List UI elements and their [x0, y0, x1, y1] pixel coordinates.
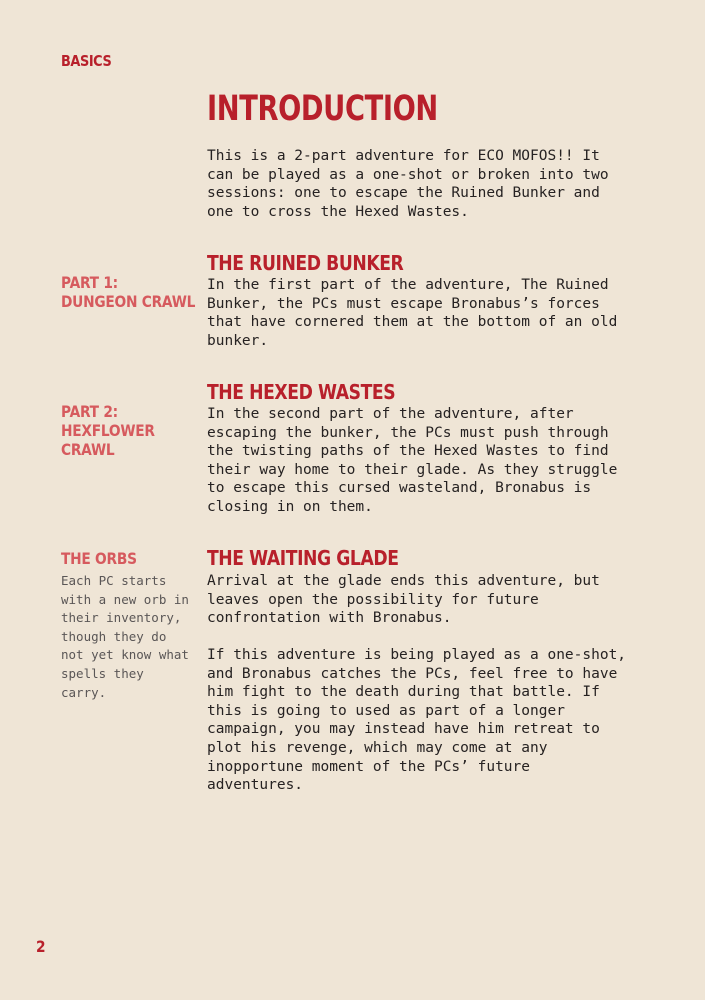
part-2-label	[61, 402, 155, 459]
part-1-label	[61, 273, 195, 311]
part-2-label-line: CRAWL	[61, 440, 115, 459]
section-text-waiting-glade: Arrival at the glade ends this adventure, but leaves open the possibility for future confrontation with Bronabus.	[207, 573, 600, 627]
section-text-waiting-glade-2: If this adventure is being played as a one-shot, and Bronabus catches the PCs, feel free to have him fight to the death during that battle. If this is going to used as part of a longer campaign, you may instead have him retreat to plot his revenge, which may come at any inopportune moment of the PCs’ future adventures.	[207, 647, 627, 794]
section-heading-ruined-bunker: THE RUINED BUNKER	[207, 251, 404, 275]
part-2-label-line: PART 2:	[61, 402, 118, 421]
section-heading-hexed-wastes: THE HEXED WASTES	[207, 380, 396, 404]
section-label: BASICS	[61, 52, 112, 70]
section-heading-waiting-glade: THE WAITING GLADE	[207, 546, 399, 570]
section-text-ruined-bunker: In the first part of the adventure, The Ruined Bunker, the PCs must escape Bronabus’s forces that have cornered them at the bottom of an old bunker.	[207, 277, 618, 349]
orbs-sidebar-heading: THE ORBS	[61, 549, 137, 568]
page-number: 2	[36, 937, 46, 956]
part-2-label-line: HEXFLOWER	[61, 421, 155, 440]
orbs-sidebar-text: Each PC starts with a new orb in their inventory, though they do not yet know what spells they carry.	[61, 573, 189, 700]
intro-paragraph: This is a 2-part adventure for ECO MOFOS!! It can be played as a one-shot or broken into two sessions: one to escape the Ruined Bunker and one to cross the Hexed Wastes.	[207, 148, 609, 220]
page-title: INTRODUCTION	[207, 89, 438, 129]
part-1-label-line: PART 1:	[61, 273, 118, 292]
part-1-label-line: DUNGEON CRAWL	[61, 292, 196, 311]
section-text-hexed-wastes: In the second part of the adventure, after escaping the bunker, the PCs must push through the twisting paths of the Hexed Wastes to find their way home to their glade. As they struggle to escape this cursed wasteland, Bronabus is closing in on them.	[207, 406, 618, 515]
